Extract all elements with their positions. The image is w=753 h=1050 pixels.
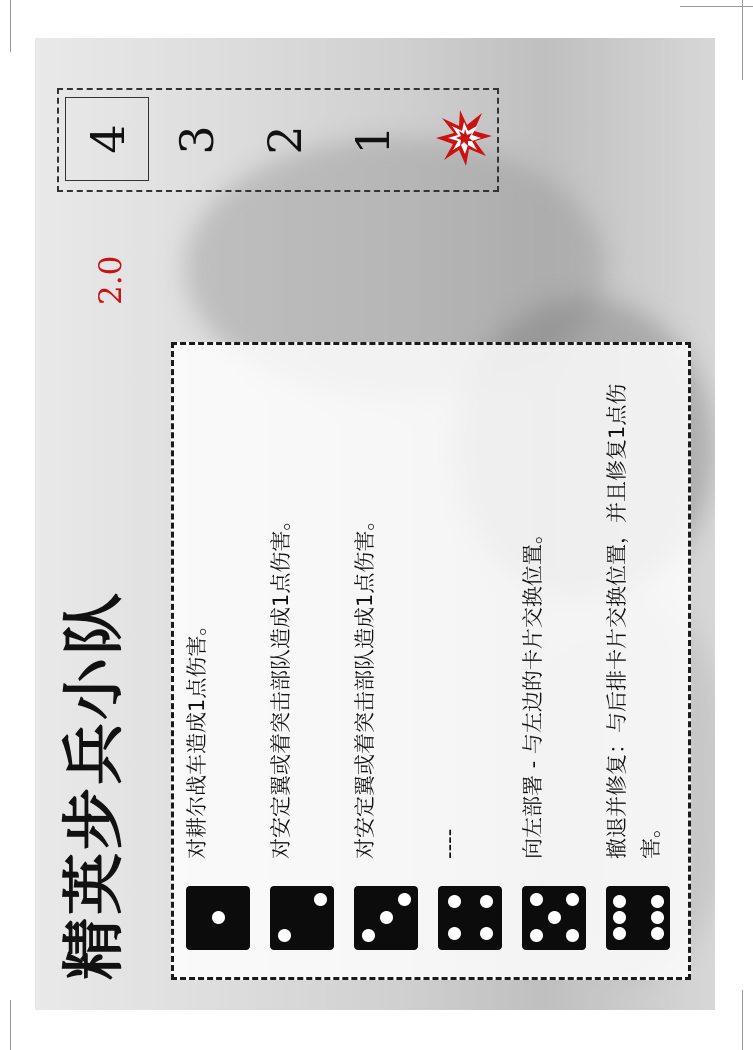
result-row-2 [258, 345, 342, 977]
result-row-6 [594, 345, 678, 977]
die-face-1-icon [186, 886, 250, 950]
result-row-4 [426, 345, 510, 977]
result-text-2: 对安定翼或着突击部队造成1点伤害。 [269, 509, 293, 859]
card-title: 精英步兵小队 [57, 589, 130, 980]
health-value-2: 2 [258, 125, 312, 155]
unit-card [35, 38, 715, 1010]
die-face-6-icon [606, 886, 670, 950]
health-value-3: 3 [170, 125, 224, 155]
die-face-2-icon [270, 886, 334, 950]
result-text-1: 对耕尔战车造成1点伤害。 [185, 614, 209, 859]
result-text-4: ---- [437, 828, 461, 859]
card-content [35, 38, 715, 1010]
result-row-5 [510, 345, 594, 977]
result-text-6: 撤退并修复：与后排卡片交换位置，并且修复1点伤害。 [605, 383, 663, 859]
results-table [171, 342, 691, 980]
health-track [57, 88, 499, 192]
version-label: 2.0 [93, 255, 129, 305]
result-text-5: 向左部署 - 与左边的卡片交换位置。 [521, 523, 545, 859]
die-face-3-icon [354, 886, 418, 950]
explosion-icon [434, 108, 494, 168]
result-row-1 [174, 345, 258, 977]
health-value-4: 4 [65, 97, 149, 181]
die-face-4-icon [438, 886, 502, 950]
result-text-3: 对安定翼或着突击部队造成1点伤害。 [353, 509, 377, 859]
result-row-3 [342, 345, 426, 977]
health-value-1: 1 [346, 125, 400, 155]
die-face-5-icon [522, 886, 586, 950]
